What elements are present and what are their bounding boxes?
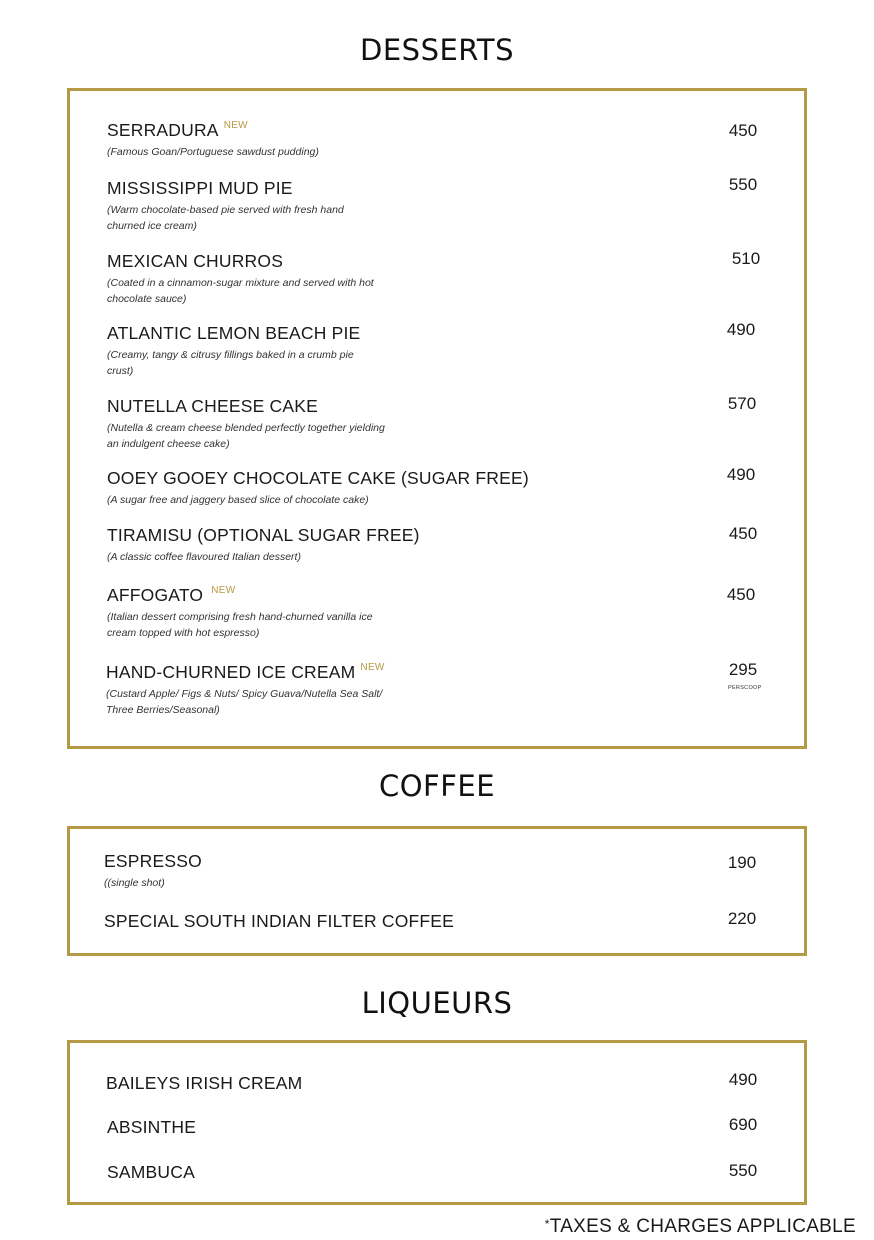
item-name: BAILEYS IRISH CREAM (106, 1073, 303, 1093)
menu-item-mississippi-mud-pie (107, 178, 344, 234)
price-filter-coffee: 220 (727, 909, 757, 928)
item-name: ESPRESSO (104, 851, 202, 871)
item-name: SPECIAL SOUTH INDIAN FILTER COFFEE (104, 911, 455, 931)
menu-item-ooey-gooey-chocolate-cake (107, 468, 529, 509)
price-tiramisu: 450 (728, 524, 758, 543)
price-nutella-cheese-cake: 570 (727, 394, 757, 413)
taxes-note (545, 1216, 856, 1238)
new-badge: NEW (360, 662, 385, 673)
item-name: MEXICAN CHURROS (107, 251, 284, 271)
menu-item-mexican-churros (107, 251, 374, 307)
menu-item-serradura (107, 120, 319, 161)
price-mexican-churros: 510 (731, 249, 761, 268)
price-atlantic-lemon-beach-pie: 490 (726, 320, 756, 339)
taxes-note-text: TAXES & CHARGES APPLICABLE (549, 1216, 856, 1237)
item-description: (Custard Apple/ Figs & Nuts/ Spicy Guava/Nutella Sea Salt/ Three Berries/Seasonal) (106, 688, 383, 716)
item-description: (Famous Goan/Portuguese sawdust pudding) (107, 146, 319, 158)
item-name: SAMBUCA (107, 1162, 195, 1182)
coffee-title: COFFEE (378, 769, 496, 803)
item-name: ABSINTHE (107, 1117, 197, 1137)
item-name: HAND-CHURNED ICE CREAM (106, 662, 356, 682)
item-description: (Nutella & cream cheese blended perfectly together yielding an indulgent cheese cake) (107, 422, 385, 450)
item-description: (Coated in a cinnamon-sugar mixture and served with hot chocolate sauce) (107, 277, 374, 305)
item-description: ((single shot) (104, 877, 165, 889)
price-espresso: 190 (727, 853, 757, 872)
liqueurs-title: LIQUEURS (361, 986, 513, 1020)
menu-item-nutella-cheese-cake (107, 396, 385, 452)
item-name: NUTELLA CHEESE CAKE (107, 396, 318, 416)
item-description: (Creamy, tangy & citrusy fillings baked in a crumb pie crust) (107, 349, 354, 377)
item-name: AFFOGATO (107, 585, 204, 605)
new-badge: NEW (211, 585, 236, 596)
item-description: (A classic coffee flavoured Italian dessert) (107, 551, 301, 563)
price-affogato: 450 (726, 585, 756, 604)
menu-item-absinthe (107, 1117, 196, 1138)
menu-item-filter-coffee (104, 911, 454, 932)
item-name: TIRAMISU (OPTIONAL SUGAR FREE) (107, 525, 420, 545)
price-ooey-gooey-chocolate-cake: 490 (726, 465, 756, 484)
desserts-title: DESSERTS (360, 33, 514, 67)
menu-item-affogato (107, 585, 373, 641)
menu-item-baileys (106, 1073, 302, 1094)
item-description: (Italian dessert comprising fresh hand-churned vanilla ice cream topped with hot espresso) (107, 611, 373, 639)
price-baileys: 490 (728, 1070, 758, 1089)
asterisk: * (544, 1217, 550, 1231)
menu-item-tiramisu (107, 525, 420, 566)
item-description: (A sugar free and jaggery based slice of chocolate cake) (107, 494, 369, 506)
item-description: (Warm chocolate-based pie served with fresh hand churned ice cream) (107, 204, 344, 232)
menu-item-espresso (104, 851, 202, 892)
price-mississippi-mud-pie: 550 (728, 175, 758, 194)
price-note-per-scoop: PERSCOOP (728, 685, 762, 691)
item-name: MISSISSIPPI MUD PIE (107, 178, 293, 198)
item-name: OOEY GOOEY CHOCOLATE CAKE (SUGAR FREE) (107, 468, 529, 488)
menu-item-atlantic-lemon-beach-pie (107, 323, 360, 379)
menu-item-hand-churned-ice-cream (106, 662, 385, 718)
price-sambuca: 550 (728, 1161, 758, 1180)
item-name: SERRADURA (107, 120, 219, 140)
price-hand-churned-ice-cream: 295 (728, 660, 758, 679)
menu-item-sambuca (107, 1162, 195, 1183)
price-serradura: 450 (728, 121, 758, 140)
new-badge: NEW (223, 120, 248, 131)
price-absinthe: 690 (728, 1115, 758, 1134)
item-name: ATLANTIC LEMON BEACH PIE (107, 323, 361, 343)
